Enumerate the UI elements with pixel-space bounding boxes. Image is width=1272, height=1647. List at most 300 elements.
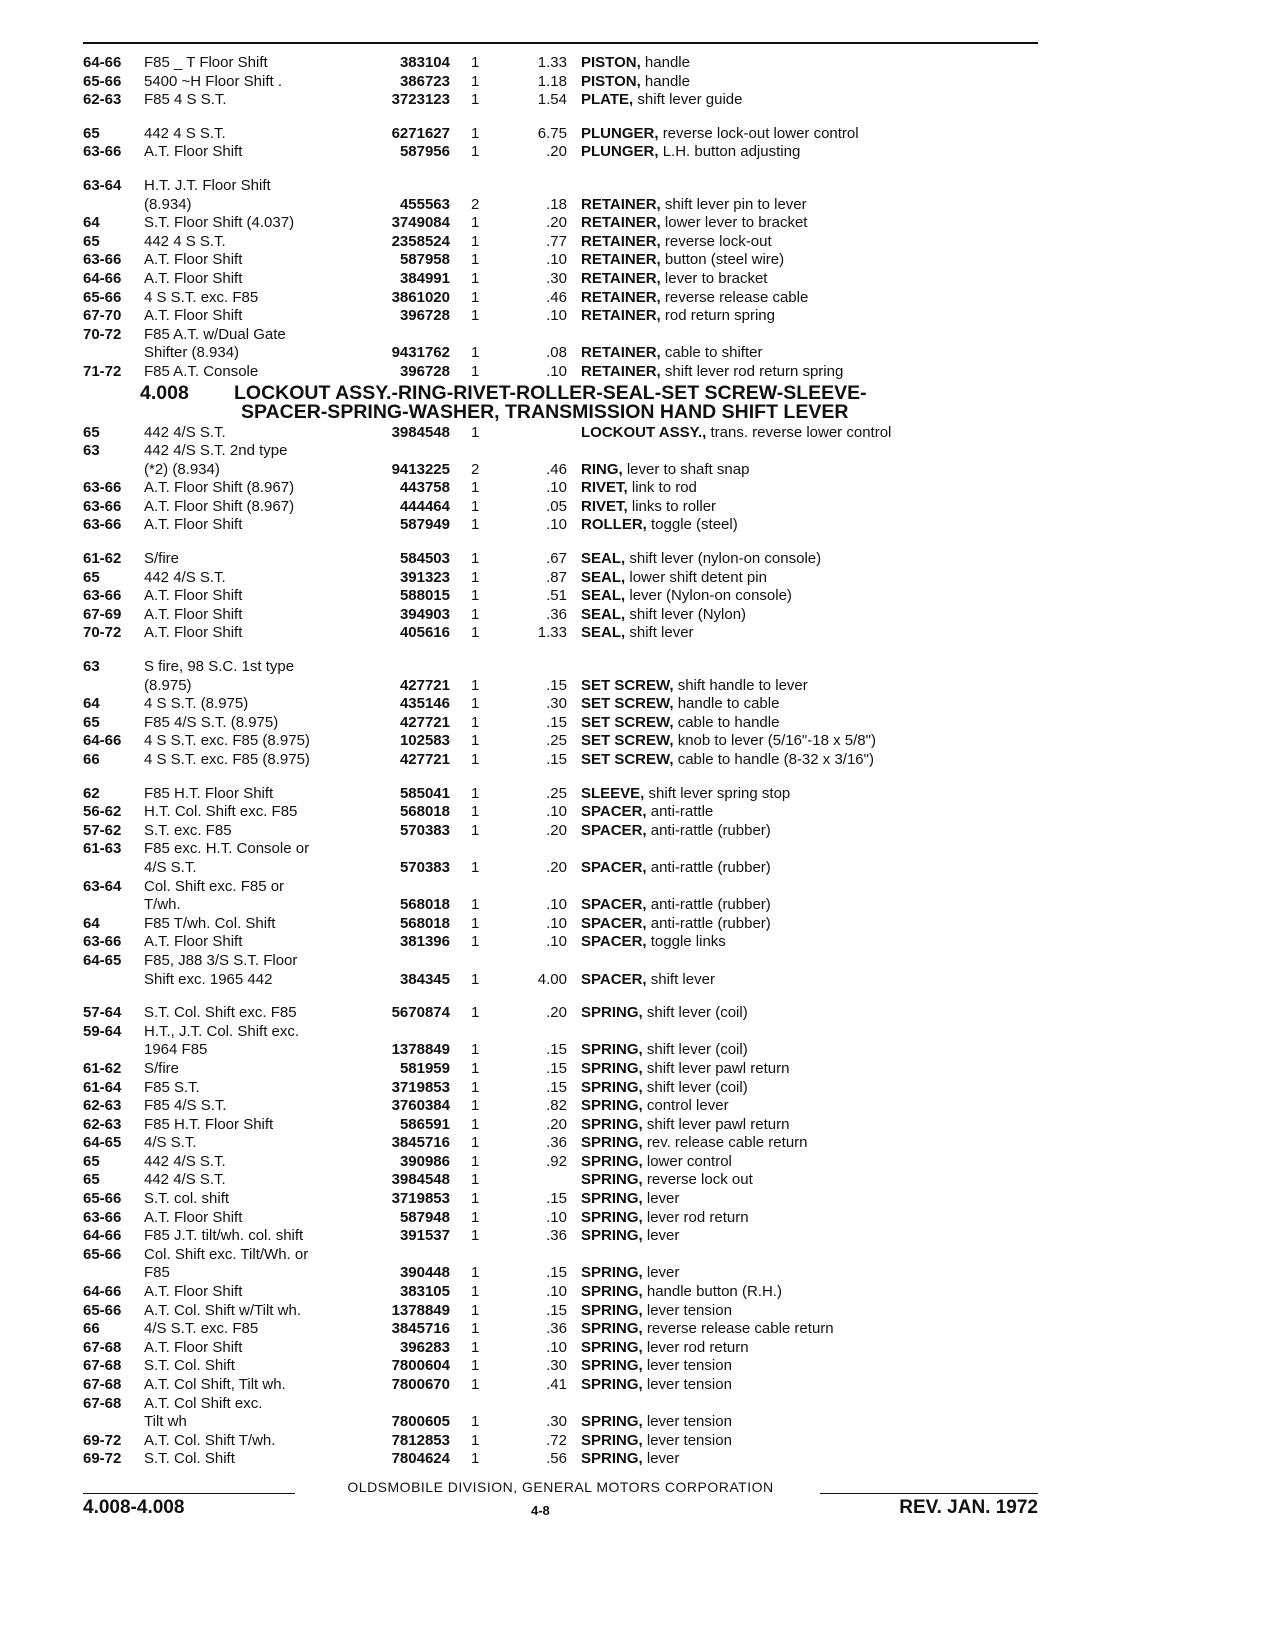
part-name: SPRING, xyxy=(581,1338,643,1356)
table-row xyxy=(83,606,1038,625)
part-description xyxy=(581,624,1038,643)
list-price: .10 xyxy=(546,1208,567,1226)
list-price: .05 xyxy=(546,497,567,515)
list-price: .10 xyxy=(546,307,567,325)
part-number: 7812853 xyxy=(391,1431,450,1449)
part-number: 7800605 xyxy=(391,1413,450,1431)
model-year: 63-66 xyxy=(83,251,122,269)
table-row xyxy=(83,569,1038,588)
model-year: 63-66 xyxy=(83,479,122,497)
quantity: 1 xyxy=(471,1115,480,1133)
model-year: 67-68 xyxy=(83,1338,122,1356)
part-detail: shift lever pin to lever xyxy=(664,195,807,213)
list-price: .18 xyxy=(546,195,567,213)
part-number: 1378849 xyxy=(391,1041,450,1059)
table-row xyxy=(83,1209,1038,1228)
part-number: 435146 xyxy=(399,695,450,713)
part-description xyxy=(581,732,1038,751)
part-number: 585041 xyxy=(399,784,450,802)
part-name: SPRING, xyxy=(581,1004,643,1022)
part-detail: cable to handle (8-32 x 3/16") xyxy=(677,751,874,768)
model-year: 67-69 xyxy=(83,605,122,623)
list-price: .30 xyxy=(546,1357,567,1375)
list-price: .10 xyxy=(546,896,567,914)
part-name: SPACER, xyxy=(581,896,647,914)
model-year: 57-64 xyxy=(83,1004,122,1022)
part-detail: anti-rattle (rubber) xyxy=(650,821,771,839)
list-price: .30 xyxy=(546,1413,567,1431)
quantity: 1 xyxy=(471,362,480,380)
quantity: 1 xyxy=(471,1078,480,1096)
part-name: SEAL, xyxy=(581,568,626,586)
model-year: 64-66 xyxy=(83,54,122,71)
model-year: 69-72 xyxy=(83,1450,122,1468)
quantity: 1 xyxy=(471,143,480,161)
part-name: PISTON, xyxy=(581,54,641,71)
part-detail: shift lever xyxy=(629,624,694,642)
table-row xyxy=(83,1097,1038,1116)
model-year: 63-64 xyxy=(83,877,122,895)
part-description xyxy=(581,1134,1038,1153)
application: F85 4/S S.T. (8.975) xyxy=(144,713,279,731)
part-name: RETAINER, xyxy=(581,269,661,287)
part-detail: lever xyxy=(646,1450,680,1468)
part-name: SET SCREW, xyxy=(581,695,674,713)
application: F85 4 S S.T. xyxy=(144,91,227,109)
model-year: 66 xyxy=(83,751,100,768)
part-name: RETAINER, xyxy=(581,307,661,325)
section-title-line-1: LOCKOUT ASSY.-RING-RIVET-ROLLER-SEAL-SET SCREW-SLEEVE- xyxy=(234,381,867,404)
part-name: RETAINER, xyxy=(581,195,661,213)
part-number: 587949 xyxy=(399,516,450,534)
application: F85 A.T. w/Dual Gate xyxy=(144,325,286,343)
part-description xyxy=(581,516,1038,535)
list-price: .20 xyxy=(546,821,567,839)
part-number: 584503 xyxy=(399,550,450,568)
part-number: 444464 xyxy=(399,497,450,515)
table-row xyxy=(83,233,1038,252)
application: 4/S S.T. exc. F85 xyxy=(144,1320,259,1338)
list-price: .20 xyxy=(546,1004,567,1022)
model-year: 63-66 xyxy=(83,143,122,161)
part-number: 396283 xyxy=(399,1338,450,1356)
part-number: 455563 xyxy=(399,195,450,213)
list-price: .15 xyxy=(546,713,567,731)
model-year: 63 xyxy=(83,442,100,460)
quantity: 1 xyxy=(471,1059,480,1077)
part-description xyxy=(581,214,1038,233)
application: F85 exc. H.T. Console or xyxy=(144,840,310,858)
part-number: 7804624 xyxy=(391,1450,450,1468)
part-number: 427721 xyxy=(399,713,450,731)
table-row xyxy=(83,1432,1038,1451)
application: A.T. Col Shift, Tilt wh. xyxy=(144,1376,286,1393)
part-name: RETAINER, xyxy=(581,288,661,306)
model-year: 62-63 xyxy=(83,1115,122,1133)
application: Shift exc. 1965 442 xyxy=(144,970,273,988)
part-detail: button (steel wire) xyxy=(664,251,785,269)
quantity: 1 xyxy=(471,1431,480,1449)
table-row xyxy=(83,442,1038,461)
quantity: 1 xyxy=(471,1338,480,1356)
list-price: .15 xyxy=(546,751,567,768)
application: A.T. Col Shift exc. xyxy=(144,1394,263,1412)
part-description xyxy=(581,1004,1038,1023)
part-name: SPRING, xyxy=(581,1264,643,1282)
list-price: .72 xyxy=(546,1431,567,1449)
model-year: 63-66 xyxy=(83,933,122,951)
table-row xyxy=(83,587,1038,606)
table-row xyxy=(83,1116,1038,1135)
quantity: 1 xyxy=(471,933,480,951)
list-price: 1.54 xyxy=(537,91,567,109)
part-detail: toggle (steel) xyxy=(651,516,738,534)
application: 442 4/S S.T. xyxy=(144,423,226,441)
list-price: .77 xyxy=(546,232,567,250)
application: A.T. Col. Shift T/wh. xyxy=(144,1431,276,1449)
application: Col. Shift exc. F85 or xyxy=(144,877,285,895)
part-number: 587956 xyxy=(399,143,450,161)
model-year: 70-72 xyxy=(83,624,122,642)
quantity: 1 xyxy=(471,1264,480,1282)
quantity: 1 xyxy=(471,214,480,232)
quantity: 1 xyxy=(471,54,480,71)
table-row xyxy=(83,624,1038,643)
list-price: .15 xyxy=(546,1041,567,1059)
quantity: 1 xyxy=(471,1413,480,1431)
part-number: 427721 xyxy=(399,676,450,694)
part-description xyxy=(581,587,1038,606)
part-description xyxy=(581,1339,1038,1358)
quantity: 1 xyxy=(471,1152,480,1170)
part-detail: lever tension xyxy=(646,1413,732,1431)
application: F85 H.T. Floor Shift xyxy=(144,784,274,802)
application: H.T. Col. Shift exc. F85 xyxy=(144,803,298,821)
part-description xyxy=(581,1227,1038,1246)
list-price: .20 xyxy=(546,1115,567,1133)
table-row xyxy=(83,822,1038,841)
part-detail: lever xyxy=(646,1227,680,1245)
list-price: 1.18 xyxy=(537,72,567,90)
table-row xyxy=(83,1153,1038,1172)
part-number: 381396 xyxy=(399,933,450,951)
quantity: 1 xyxy=(471,568,480,586)
part-number: 3749084 xyxy=(391,214,450,232)
list-price: .15 xyxy=(546,1190,567,1208)
table-row xyxy=(83,143,1038,162)
quantity: 1 xyxy=(471,1190,480,1208)
part-number: 581959 xyxy=(399,1059,450,1077)
quantity: 1 xyxy=(471,1450,480,1468)
part-detail: lever to bracket xyxy=(664,269,768,287)
part-detail: shift lever pawl return xyxy=(646,1059,790,1077)
model-year: 62-63 xyxy=(83,91,122,109)
application: 4 S S.T. exc. F85 xyxy=(144,288,259,306)
part-description xyxy=(581,677,1038,696)
part-detail: lower lever to bracket xyxy=(664,214,808,232)
application: Tilt wh xyxy=(144,1413,187,1431)
list-price: .10 xyxy=(546,479,567,497)
part-name: SPRING, xyxy=(581,1301,643,1319)
application: F85 4/S S.T. xyxy=(144,1097,227,1115)
part-description xyxy=(581,233,1038,252)
table-row xyxy=(83,1283,1038,1302)
application: S.T. Floor Shift (4.037) xyxy=(144,214,295,232)
table-row xyxy=(83,1134,1038,1153)
application: A.T. Floor Shift xyxy=(144,1208,243,1226)
part-number: 391537 xyxy=(399,1227,450,1245)
application: 4 S S.T. (8.975) xyxy=(144,695,249,713)
part-name: SPACER, xyxy=(581,914,647,932)
part-name: LOCKOUT ASSY., xyxy=(581,423,707,441)
list-price: .25 xyxy=(546,732,567,750)
application: H.T., J.T. Col. Shift exc. xyxy=(144,1022,300,1040)
part-description xyxy=(581,695,1038,714)
part-name: RETAINER, xyxy=(581,232,661,250)
table-row xyxy=(83,125,1038,144)
model-year: 66 xyxy=(83,1320,100,1338)
part-name: RETAINER, xyxy=(581,362,661,380)
application: A.T. Floor Shift xyxy=(144,587,243,605)
footer-division: OLDSMOBILE DIVISION, GENERAL MOTORS CORPORATION xyxy=(83,1478,1038,1496)
list-price: .92 xyxy=(546,1152,567,1170)
quantity: 1 xyxy=(471,269,480,287)
part-number: 383104 xyxy=(399,54,450,71)
application: A.T. Floor Shift (8.967) xyxy=(144,497,295,515)
model-year: 69-72 xyxy=(83,1431,122,1449)
model-year: 65 xyxy=(83,568,100,586)
footer-page-number: 4-8 xyxy=(531,1503,550,1518)
list-price: .30 xyxy=(546,695,567,713)
application: T/wh. xyxy=(144,896,181,914)
quantity: 1 xyxy=(471,1227,480,1245)
table-row xyxy=(83,1079,1038,1098)
application: F85 T/wh. Col. Shift xyxy=(144,914,276,932)
part-description xyxy=(581,479,1038,498)
part-name: PLUNGER, xyxy=(581,143,659,161)
quantity: 1 xyxy=(471,732,480,750)
quantity: 1 xyxy=(471,479,480,497)
part-description xyxy=(581,307,1038,326)
table-row xyxy=(83,1376,1038,1395)
table-row xyxy=(83,289,1038,308)
list-price: .82 xyxy=(546,1097,567,1115)
part-number: 427721 xyxy=(399,751,450,768)
model-year: 57-62 xyxy=(83,821,122,839)
model-year: 61-64 xyxy=(83,1078,122,1096)
table-row xyxy=(83,714,1038,733)
application: F85 H.T. Floor Shift xyxy=(144,1115,274,1133)
part-number: 386723 xyxy=(399,72,450,90)
table-row xyxy=(83,424,1038,443)
part-detail: anti-rattle (rubber) xyxy=(650,858,771,876)
part-description xyxy=(581,1209,1038,1228)
table-row xyxy=(83,1246,1038,1265)
part-number: 3719853 xyxy=(391,1190,450,1208)
part-description xyxy=(581,1413,1038,1432)
part-detail: shift lever spring stop xyxy=(648,784,791,802)
table-row xyxy=(83,1004,1038,1023)
part-name: SEAL, xyxy=(581,605,626,623)
part-description xyxy=(581,91,1038,110)
model-year: 64-65 xyxy=(83,1134,122,1152)
application: 442 4/S S.T. xyxy=(144,1171,226,1189)
part-name: SPRING, xyxy=(581,1078,643,1096)
model-year: 65-66 xyxy=(83,288,122,306)
part-description xyxy=(581,251,1038,270)
quantity: 1 xyxy=(471,91,480,109)
model-year: 67-68 xyxy=(83,1394,122,1412)
quantity: 1 xyxy=(471,858,480,876)
part-detail: link to rod xyxy=(631,479,697,497)
part-name: SEAL, xyxy=(581,550,626,568)
part-detail: toggle links xyxy=(650,933,726,951)
part-number: 443758 xyxy=(399,479,450,497)
part-detail: rev. release cable return xyxy=(646,1134,808,1152)
part-description xyxy=(581,73,1038,92)
table-row xyxy=(83,1023,1038,1042)
application: A.T. Floor Shift (8.967) xyxy=(144,479,295,497)
part-number: 6271627 xyxy=(391,124,450,142)
model-year: 65 xyxy=(83,423,100,441)
table-row xyxy=(83,840,1038,859)
part-description xyxy=(581,803,1038,822)
part-name: SPRING, xyxy=(581,1097,643,1115)
table-row xyxy=(83,1171,1038,1190)
list-price: .36 xyxy=(546,1227,567,1245)
part-number: 390986 xyxy=(399,1152,450,1170)
quantity: 1 xyxy=(471,1320,480,1338)
part-name: SPRING, xyxy=(581,1208,643,1226)
table-row xyxy=(83,896,1038,915)
part-description xyxy=(581,1190,1038,1209)
table-row xyxy=(83,915,1038,934)
application: S.T. Col. Shift exc. F85 xyxy=(144,1004,297,1022)
application: F85, J88 3/S S.T. Floor xyxy=(144,951,298,969)
part-detail: trans. reverse lower control xyxy=(710,423,892,441)
model-year: 63-66 xyxy=(83,587,122,605)
part-number: 394903 xyxy=(399,605,450,623)
application: S.T. exc. F85 xyxy=(144,821,232,839)
quantity: 1 xyxy=(471,1208,480,1226)
model-year: 71-72 xyxy=(83,362,122,380)
table-row xyxy=(83,878,1038,897)
quantity: 1 xyxy=(471,516,480,534)
table-row xyxy=(83,251,1038,270)
part-name: RETAINER, xyxy=(581,214,661,232)
top-rule xyxy=(83,42,1038,44)
quantity: 1 xyxy=(471,1134,480,1152)
part-detail: lever (Nylon-on console) xyxy=(629,587,792,605)
part-description xyxy=(581,714,1038,733)
quantity: 1 xyxy=(471,124,480,142)
part-description xyxy=(581,1283,1038,1302)
quantity: 1 xyxy=(471,1357,480,1375)
part-number: 384345 xyxy=(399,970,450,988)
part-detail: handle xyxy=(644,54,690,71)
part-description xyxy=(581,1320,1038,1339)
part-number: 383105 xyxy=(399,1283,450,1301)
part-name: SET SCREW, xyxy=(581,732,674,750)
part-name: SPRING, xyxy=(581,1041,643,1059)
model-year: 64-66 xyxy=(83,1283,122,1301)
model-year: 63-66 xyxy=(83,516,122,534)
part-name: SPRING, xyxy=(581,1357,643,1375)
application: F85 _ T Floor Shift xyxy=(144,54,268,71)
application: 442 4 S S.T. xyxy=(144,232,226,250)
part-detail: lever tension xyxy=(646,1301,732,1319)
part-description xyxy=(581,363,1038,382)
model-year: 64 xyxy=(83,695,100,713)
part-detail: anti-rattle (rubber) xyxy=(650,896,771,914)
application: 4 S S.T. exc. F85 (8.975) xyxy=(144,751,310,768)
list-price: .15 xyxy=(546,1264,567,1282)
application: S.T. Col. Shift xyxy=(144,1357,235,1375)
part-detail: shift lever pawl return xyxy=(646,1115,790,1133)
model-year: 67-70 xyxy=(83,307,122,325)
list-price: .08 xyxy=(546,344,567,362)
part-detail: lever xyxy=(646,1190,680,1208)
list-price: .25 xyxy=(546,784,567,802)
part-number: 3845716 xyxy=(391,1320,450,1338)
part-description xyxy=(581,1171,1038,1190)
table-row xyxy=(83,363,1038,382)
part-detail: lever rod return xyxy=(646,1338,749,1356)
list-price: .46 xyxy=(546,288,567,306)
quantity: 1 xyxy=(471,550,480,568)
part-detail: lever xyxy=(646,1264,680,1282)
table-row xyxy=(83,751,1038,770)
part-number: 7800670 xyxy=(391,1376,450,1393)
model-year: 63-66 xyxy=(83,1208,122,1226)
list-price: .36 xyxy=(546,1134,567,1152)
application: (*2) (8.934) xyxy=(144,460,220,478)
quantity: 1 xyxy=(471,423,480,441)
table-row xyxy=(83,1302,1038,1321)
part-description xyxy=(581,1116,1038,1135)
part-name: SLEEVE, xyxy=(581,784,645,802)
part-name: SEAL, xyxy=(581,624,626,642)
application: F85 J.T. tilt/wh. col. shift xyxy=(144,1227,304,1245)
part-name: SPRING, xyxy=(581,1320,643,1338)
table-row xyxy=(83,859,1038,878)
model-year: 67-68 xyxy=(83,1357,122,1375)
list-price: 6.75 xyxy=(537,124,567,142)
part-description xyxy=(581,1357,1038,1376)
part-name: RIVET, xyxy=(581,479,628,497)
list-price: .10 xyxy=(546,803,567,821)
application: A.T. Floor Shift xyxy=(144,605,243,623)
part-description xyxy=(581,196,1038,215)
part-detail: lower shift detent pin xyxy=(629,568,767,586)
list-price: .15 xyxy=(546,676,567,694)
model-year: 63 xyxy=(83,658,100,676)
model-year: 65 xyxy=(83,1171,100,1189)
list-price: .67 xyxy=(546,550,567,568)
parts-table xyxy=(83,54,1038,1469)
part-detail: lever tension xyxy=(646,1376,732,1393)
table-row xyxy=(83,344,1038,363)
application: 4 S S.T. exc. F85 (8.975) xyxy=(144,732,310,750)
part-description xyxy=(581,550,1038,569)
part-detail: lever tension xyxy=(646,1431,732,1449)
part-detail: lower control xyxy=(646,1152,732,1170)
part-detail: control lever xyxy=(646,1097,729,1115)
part-number: 3760384 xyxy=(391,1097,450,1115)
table-row xyxy=(83,307,1038,326)
application: S fire, 98 S.C. 1st type xyxy=(144,658,295,676)
part-detail: handle xyxy=(644,72,690,90)
